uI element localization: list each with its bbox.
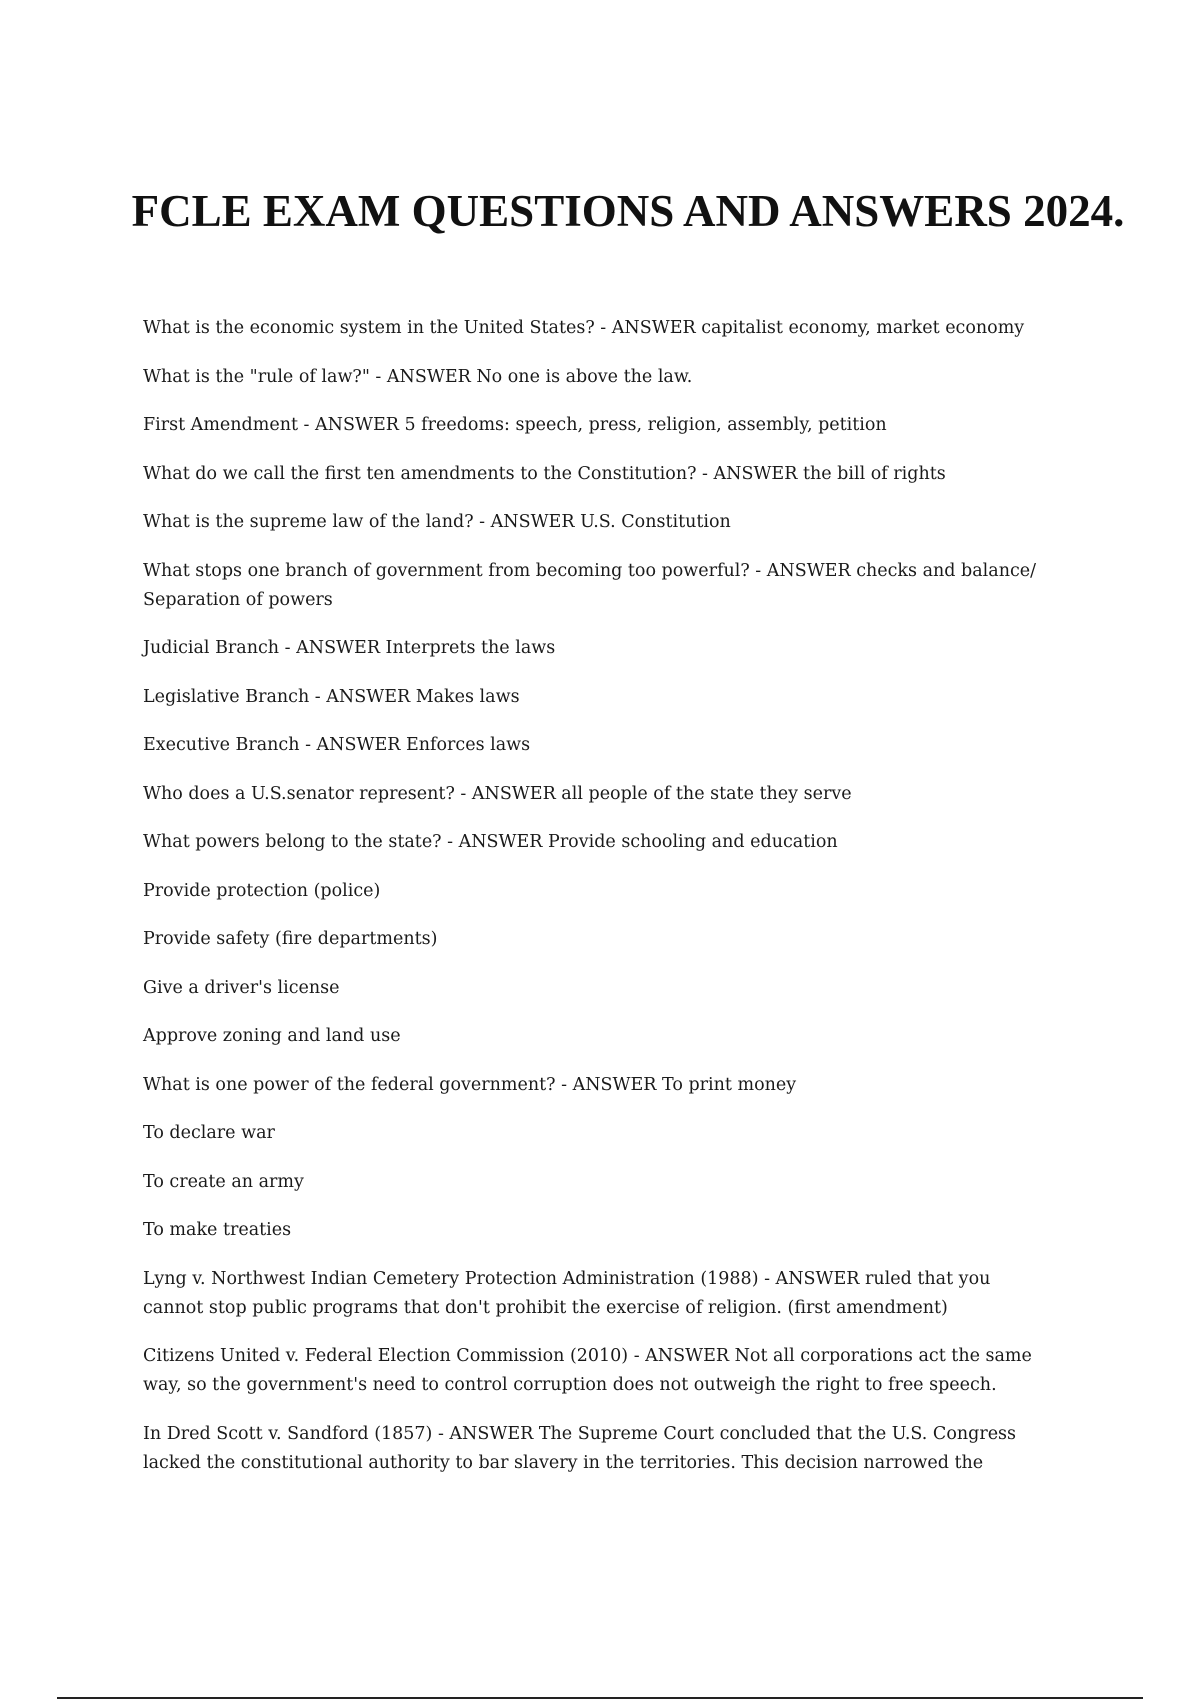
page-title: FCLE EXAM QUESTIONS AND ANSWERS 2024. [131,186,1125,236]
qa-entry: Provide protection (police) [143,880,381,901]
qa-entry: What powers belong to the state? - ANSWER Provide schooling and education [143,832,838,852]
qa-list [143,314,1043,1497]
qa-entry: First Amendment - ANSWER 5 freedoms: speech, press, religion, assembly, petition [143,415,887,435]
qa-entry: What is the supreme law of the land? - ANSWER U.S. Constitution [143,512,731,532]
qa-entry: What stops one branch of government from becoming too powerful? - ANSWER checks and balance/ Separation of powers [143,560,1037,610]
qa-entry: Citizens United v. Federal Election Commission (2010) - ANSWER Not all corporations act the same way, so the government's need to control corruption does not outweigh the right to free speech. [143,1346,1032,1395]
qa-entry: Judicial Branch - ANSWER Interprets the laws [143,638,556,658]
qa-entry: Executive Branch - ANSWER Enforces laws [143,735,531,755]
qa-entry: In Dred Scott v. Sandford (1857) - ANSWER The Supreme Court concluded that the U.S. Congress lacked the constitutional authority to bar slavery in the territories. This decision narrowed the [143,1423,1017,1473]
qa-entry: What is the economic system in the United States? - ANSWER capitalist economy, market economy [143,318,1025,338]
qa-entry: What do we call the first ten amendments to the Constitution? - ANSWER the bill of rights [143,463,946,484]
qa-entry: What is one power of the federal government? - ANSWER To print money [143,1074,797,1095]
qa-entry: To make treaties [143,1220,292,1240]
qa-entry: To create an army [143,1171,304,1192]
qa-entry: Provide safety (fire departments) [143,929,438,949]
qa-entry: Give a driver's license [143,977,340,998]
qa-entry: Who does a U.S.senator represent? - ANSWER all people of the state they serve [143,783,852,804]
footer-divider [57,1697,1143,1699]
qa-entry: To declare war [143,1123,275,1143]
qa-entry: What is the "rule of law?" - ANSWER No one is above the law. [143,366,693,387]
qa-entry: Lyng v. Northwest Indian Cemetery Protection Administration (1988) - ANSWER ruled that you cannot stop public programs that don't prohibit the exercise of religion. (first amendment) [143,1268,991,1318]
qa-entry: Legislative Branch - ANSWER Makes laws [143,686,520,707]
qa-entry: Approve zoning and land use [143,1026,401,1046]
